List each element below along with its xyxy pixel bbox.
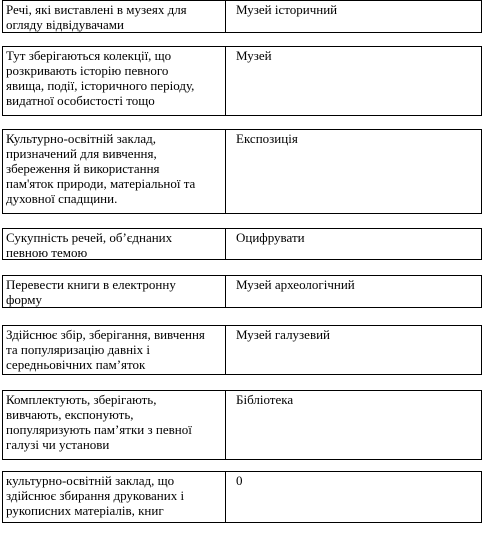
definition-cell: Комплектують, зберігають, вивчають, експонують, популяризують пам’ятки з певної галузі чи установи: [2, 390, 225, 460]
term-cell: Експозиція: [225, 129, 482, 214]
term-cell: Музей археологічний: [225, 275, 482, 308]
definition-cell: Сукупність речей, об’єднаних певною темою: [2, 228, 225, 260]
table-row: [2, 275, 482, 308]
definition-cell: Речі, які виставлені в музеях для огляду відвідувачами: [2, 0, 225, 33]
term-cell: Бібліотека: [225, 390, 482, 460]
definition-cell: культурно-освітній заклад, що здійснює збирання друкованих і рукописних матеріалів, книг: [2, 471, 225, 523]
table-row: [2, 228, 482, 260]
table-row: [2, 129, 482, 214]
table-row: [2, 325, 482, 375]
definition-cell: Здійснює збір, зберігання, вивчення та популяризацію давніх і середньовічних пам’яток: [2, 325, 225, 375]
term-cell: Оцифрувати: [225, 228, 482, 260]
term-cell: 0: [225, 471, 482, 523]
definition-cell: Тут зберігаються колекції, що розкривають історію певного явища, події, історичного періоду, видатної особистості тощо: [2, 46, 225, 116]
term-cell: Музей галузевий: [225, 325, 482, 375]
table-row: [2, 471, 482, 523]
table-row: [2, 0, 482, 33]
term-cell: Музей: [225, 46, 482, 116]
definition-cell: Культурно-освітній заклад, призначений для вивчення, збереження й використання пам'яток природи, матеріальної та духовної спадщини.: [2, 129, 225, 214]
table-row: [2, 46, 482, 116]
definition-cell: Перевести книги в електронну форму: [2, 275, 225, 308]
term-cell: Музей історичний: [225, 0, 482, 33]
table-row: [2, 390, 482, 460]
